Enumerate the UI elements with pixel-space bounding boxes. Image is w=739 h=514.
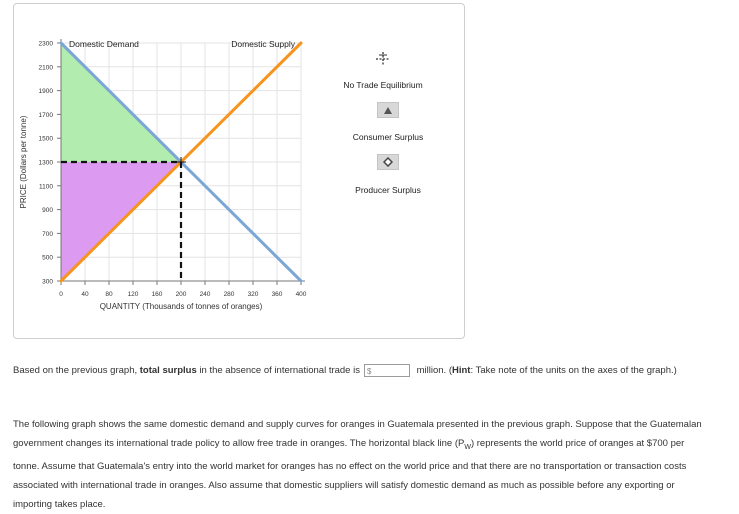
question-bold: total surplus [139,365,197,376]
paragraph-part1: The following graph shows the same domestic demand and supply curves for oranges in Guatemala presented in the previous graph. Suppose that the Guatemalan government changes its international trade policy to allow free trade in oranges. The horizontal black line (P [13,419,702,449]
question-middle: in the absence of international trade is [196,365,360,376]
question-prefix: Based on the previous graph, [13,365,140,376]
description-paragraph [13,415,713,514]
legend-no-trade-label: No Trade Equilibrium [343,80,423,90]
diamond-icon [383,157,393,167]
question-suffix: million. ( [413,365,452,376]
paragraph-part2: ) represents the world price of oranges at $700 per tonne. Assume that Guatemala's entry into the world market for oranges has no effect on the world price and that there are no transportation or transaction costs associated with international trade in oranges. Also assume that domestic suppliers will satisfy domestic demand as much as possible before any exporting or importing takes place. [13,438,687,510]
y-tick-label-1500: 1500 [38,135,53,143]
consumer-surplus-button[interactable] [377,102,399,118]
total-surplus-input[interactable]: $ [364,364,410,377]
x-tick-label-120: 120 [127,291,139,298]
x-tick-label-400: 400 [295,291,307,298]
legend-producer-label: Producer Surplus [355,185,421,195]
x-tick-label-160: 160 [151,291,163,298]
x-tick-label-360: 360 [271,291,283,298]
x-axis-title: QUANTITY (Thousands of tonnes of oranges) [99,302,263,311]
y-tick-label-900: 900 [42,207,53,215]
x-tick-label-280: 280 [223,291,235,298]
x-tick-label-80: 80 [105,291,113,298]
y-tick-label-300: 300 [42,278,53,286]
supply-label: Domestic Supply [231,39,295,49]
x-tick-label-200: 200 [175,291,187,298]
x-tick-label-240: 240 [199,291,211,298]
hint-label: Hint [452,365,471,376]
demand-label: Domestic Demand [69,39,139,49]
y-tick-label-500: 500 [42,254,53,262]
producer-surplus-button[interactable] [377,154,399,170]
y-tick-label-1300: 1300 [38,159,53,167]
y-tick-label-700: 700 [42,230,53,238]
y-axis-title: PRICE (Dollars per tonne) [19,115,28,209]
supply-demand-chart [14,4,466,340]
y-tick-label-1700: 1700 [38,111,53,119]
x-tick-label-40: 40 [81,291,89,298]
legend-consumer-label: Consumer Surplus [352,132,424,142]
y-tick-label-1900: 1900 [38,88,53,96]
y-tick-label-2300: 2300 [38,40,53,48]
x-tick-label-320: 320 [247,291,259,298]
chart-panel [13,3,465,339]
x-tick-label-0: 0 [59,291,63,298]
triangle-icon [383,106,393,115]
y-tick-label-1100: 1100 [39,183,53,191]
no-trade-equilibrium-icon[interactable] [375,51,391,67]
question-text [13,361,703,380]
world-price-subscript: W [464,443,471,451]
hint-text: : Take note of the units on the axes of the graph.) [470,365,677,376]
y-tick-label-2100: 2100 [38,64,53,72]
